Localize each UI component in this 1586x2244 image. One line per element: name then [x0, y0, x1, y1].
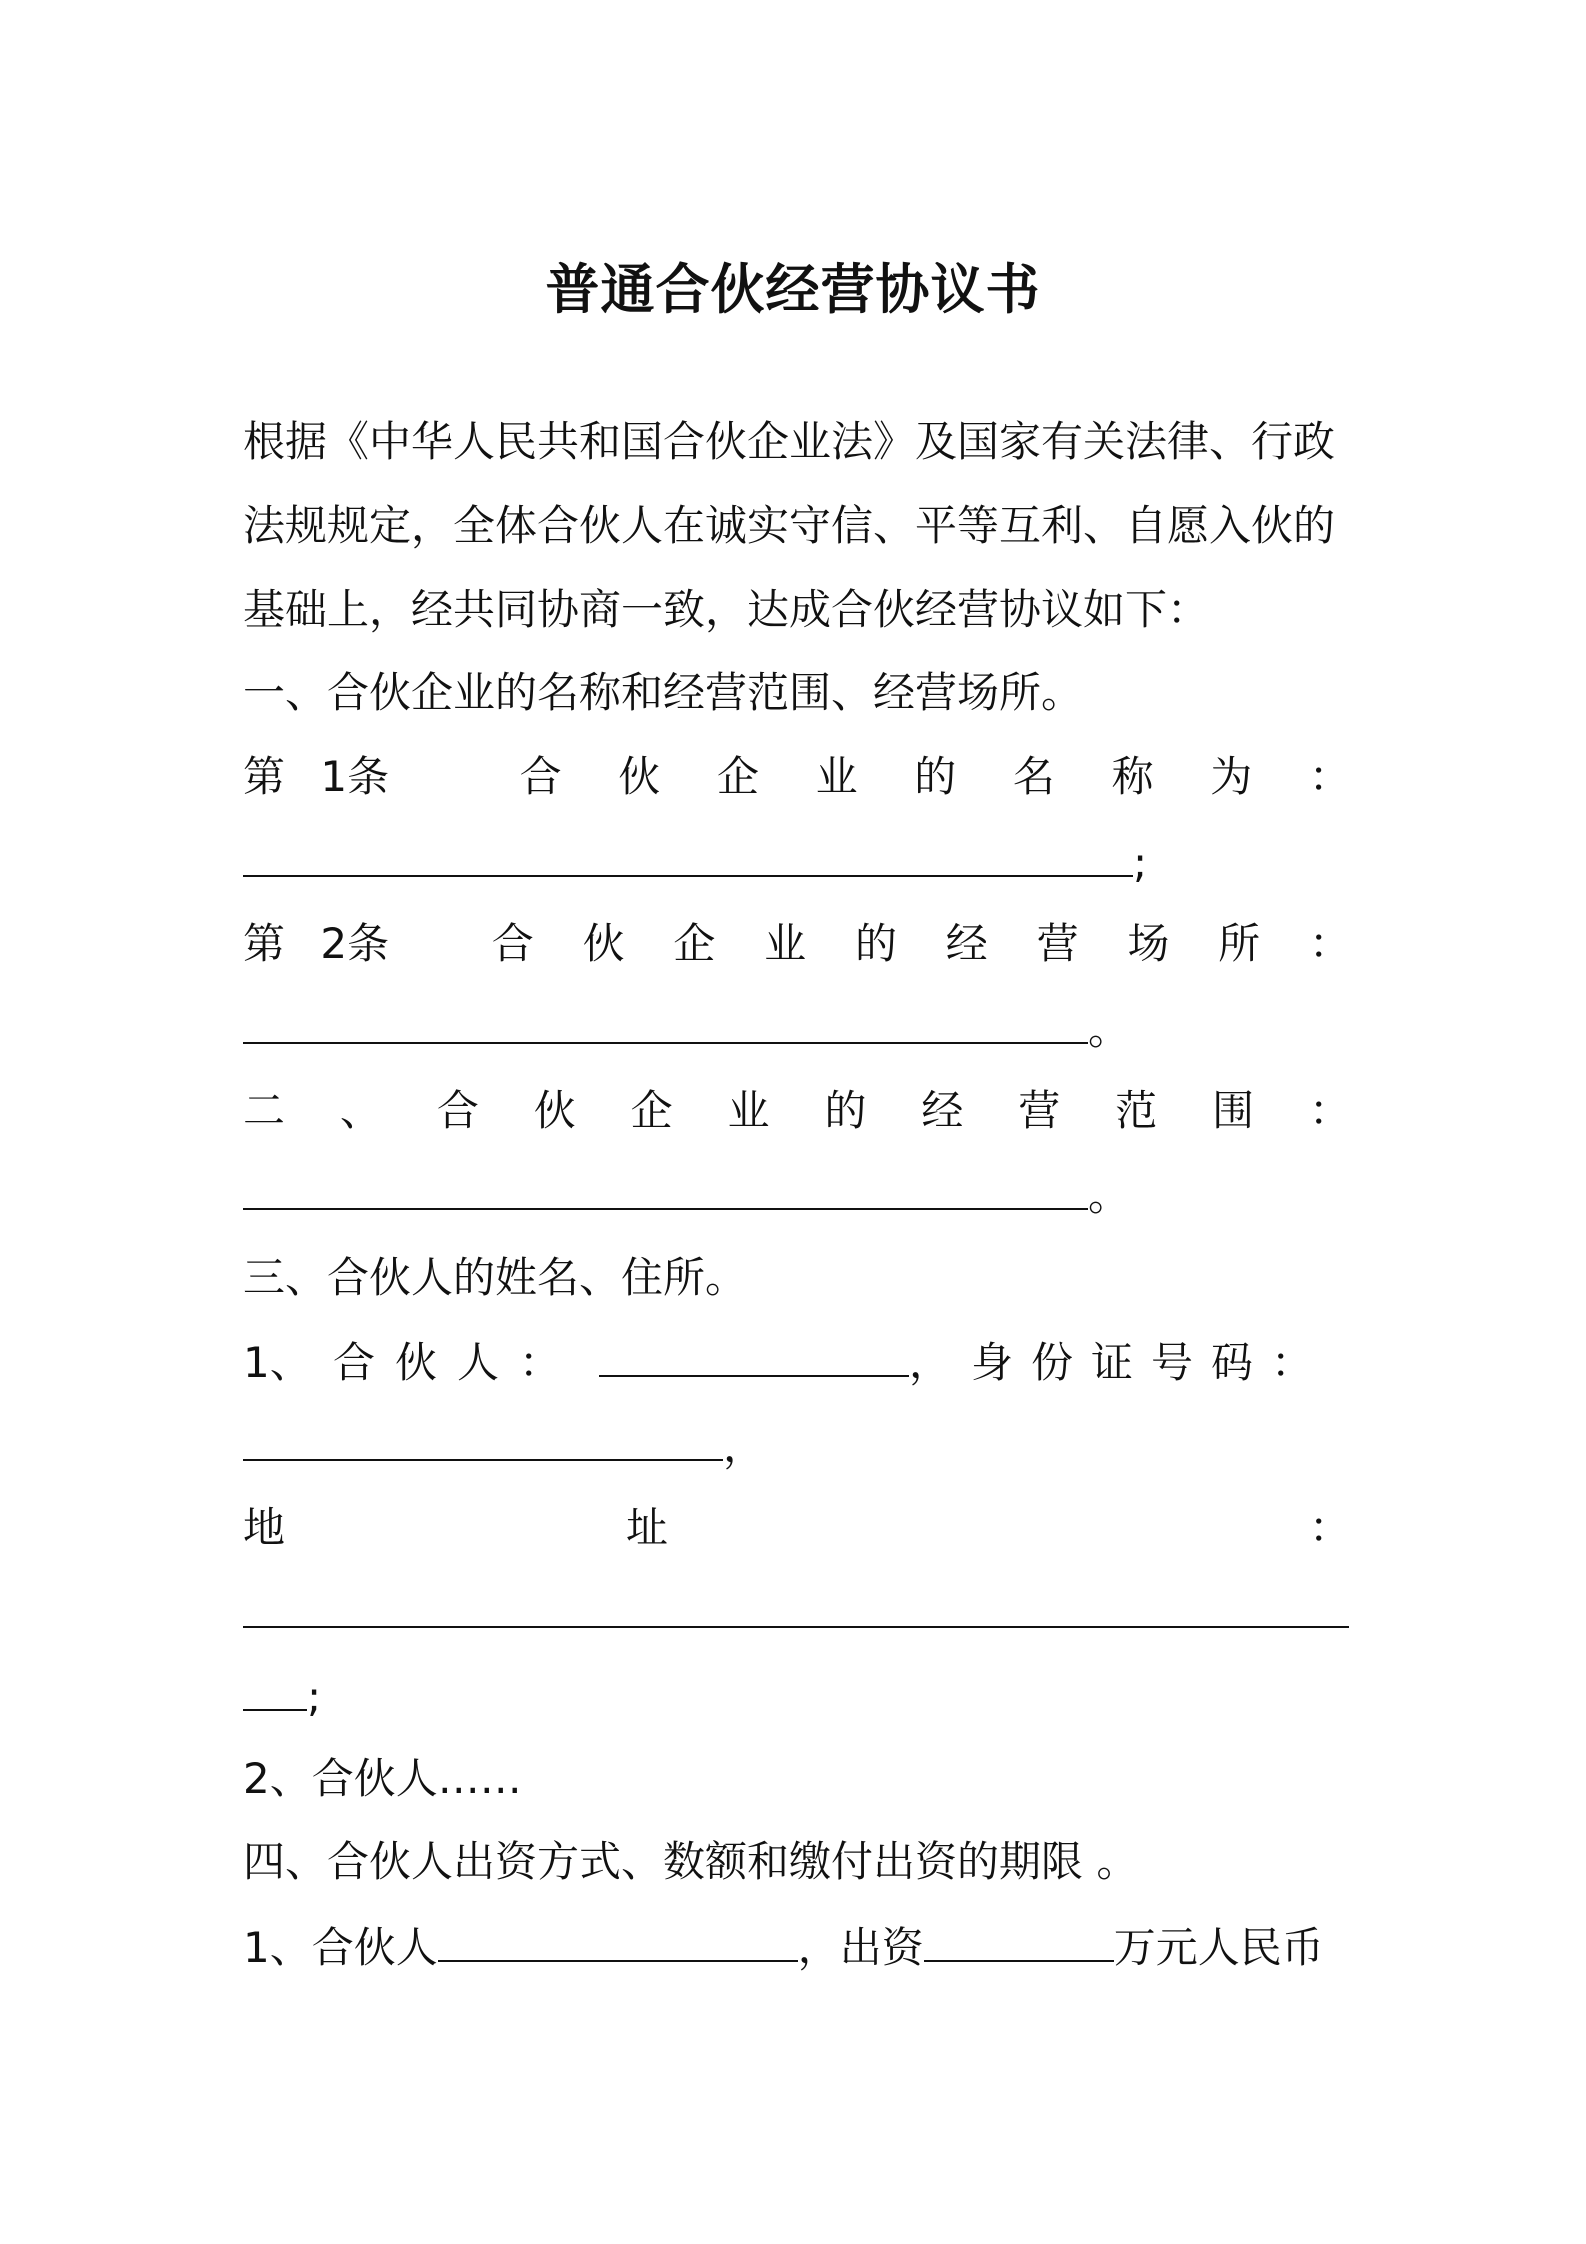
partner-1-label-char: 人: [457, 1338, 500, 1387]
clause-2-end: 。: [1088, 1005, 1131, 1054]
section-2-char: 合: [436, 1086, 479, 1135]
section-2-char: 的: [824, 1086, 867, 1135]
clause-2-char: 伙: [582, 919, 625, 968]
clause-2-label: 第 2条: [243, 919, 390, 968]
clause-2-char: ：: [1308, 919, 1351, 968]
clause-1-end: ;: [1133, 838, 1148, 887]
clause-1-char: 伙: [618, 752, 661, 801]
contribution-prefix: 1、合伙人: [243, 1923, 438, 1972]
document-title: 普通合伙经营协议书: [545, 258, 1041, 321]
clause-2-line: [243, 914, 1351, 974]
partner-1-address-blank-cont[interactable]: [243, 1665, 307, 1711]
section-2-char: 经: [921, 1086, 964, 1135]
section-2-char: 围: [1212, 1086, 1255, 1135]
partner-1-id-char: 证: [1091, 1338, 1134, 1387]
address-char: ：: [1308, 1503, 1351, 1552]
clause-2-char: 企: [673, 919, 716, 968]
section-2-end: 。: [1088, 1171, 1131, 1220]
section-2-char: 伙: [533, 1086, 576, 1135]
intro-line-3: 基础上，经共同协商一致，达成合伙经营协议如下：: [243, 585, 1210, 634]
section-3-heading: 三、合伙人的姓名、住所。: [243, 1253, 748, 1302]
section-2-char: 营: [1018, 1086, 1061, 1135]
contribution-line: [243, 1916, 1351, 1976]
clause-1-char: 企: [716, 752, 759, 801]
partner-1-address-line: [243, 1498, 1351, 1558]
business-scope-blank[interactable]: [243, 1164, 1088, 1210]
clause-1-char: 称: [1111, 752, 1154, 801]
section-2-char: 二: [243, 1086, 286, 1135]
clause-2-char: 业: [764, 919, 807, 968]
section-1-heading: 一、合伙企业的名称和经营范围、经营场所。: [243, 668, 1084, 717]
partner-2-line: 2、合伙人……: [243, 1754, 522, 1803]
partner-1-label-char: 合: [333, 1338, 376, 1387]
partner-1-number: 1、: [243, 1338, 312, 1387]
intro-line-2: 法规规定，全体合伙人在诚实守信、平等互利、自愿入伙的: [243, 501, 1336, 550]
clause-1-line: [243, 747, 1351, 807]
clause-2-char: 的: [854, 919, 897, 968]
clause-1-char: 为: [1210, 752, 1253, 801]
clause-2-char: 场: [1127, 919, 1170, 968]
contribution-amount-blank[interactable]: [924, 1916, 1114, 1962]
partner-1-label-char: ：: [519, 1338, 562, 1387]
section-2-char: 企: [630, 1086, 673, 1135]
section-2-char: 业: [727, 1086, 770, 1135]
clause-1-label: 第 1条: [243, 752, 390, 801]
clause-1-char: 的: [914, 752, 957, 801]
section-2-char: ：: [1308, 1086, 1351, 1135]
clause-1-blank-line: [243, 831, 1351, 891]
section-2-char: 范: [1115, 1086, 1158, 1135]
clause-1-char: 名: [1012, 752, 1055, 801]
section-2-blank-line: [243, 1164, 1351, 1224]
partner-1-address-blank[interactable]: [243, 1582, 1349, 1628]
section-2-line: [243, 1081, 1351, 1141]
contribution-mid: ，出资: [797, 1923, 924, 1972]
clause-2-blank-line: [243, 998, 1351, 1058]
clause-2-char: 所: [1218, 919, 1261, 968]
intro-line-1: 根据《中华人民共和国合伙企业法》及国家有关法律、行政: [243, 417, 1336, 466]
partner-1-comma: ，: [909, 1338, 952, 1387]
clause-2-char: 合: [491, 919, 534, 968]
partner-1-line: [243, 1331, 1351, 1391]
partner-1-id-char: 码: [1211, 1338, 1254, 1387]
partner-1-address-end: ;: [307, 1672, 322, 1721]
business-location-blank[interactable]: [243, 998, 1088, 1044]
section-2-char: 、: [339, 1086, 382, 1135]
clause-1-char: 业: [815, 752, 858, 801]
clause-1-char: ：: [1308, 752, 1351, 801]
contribution-partner-blank[interactable]: [438, 1916, 798, 1962]
partner-1-id-blank-line: [243, 1415, 1351, 1475]
partner-1-address-blank-line: [243, 1582, 1351, 1642]
contribution-suffix: 万元人民币: [1113, 1923, 1324, 1972]
partner-1-id-char: ：: [1271, 1338, 1314, 1387]
clause-2-char: 营: [1036, 919, 1079, 968]
partner-1-id-char: 份: [1031, 1338, 1074, 1387]
address-char: 地: [243, 1503, 286, 1552]
partner-1-label-char: 伙: [395, 1338, 438, 1387]
partner-1-id-end: ，: [723, 1422, 766, 1471]
partner-1-id-blank[interactable]: [243, 1415, 723, 1461]
partner-1-id-char: 身: [971, 1338, 1014, 1387]
partner-1-address-blank-line-2: [243, 1665, 1351, 1725]
clause-2-char: 经: [945, 919, 988, 968]
partner-1-id-char: 号: [1151, 1338, 1194, 1387]
company-name-blank[interactable]: [243, 831, 1133, 877]
partner-1-name-blank[interactable]: [599, 1331, 909, 1377]
clause-1-char: 合: [519, 752, 562, 801]
address-char: 址: [625, 1503, 668, 1552]
section-4-heading: 四、合伙人出资方式、数额和缴付出资的期限 。: [243, 1837, 1139, 1886]
